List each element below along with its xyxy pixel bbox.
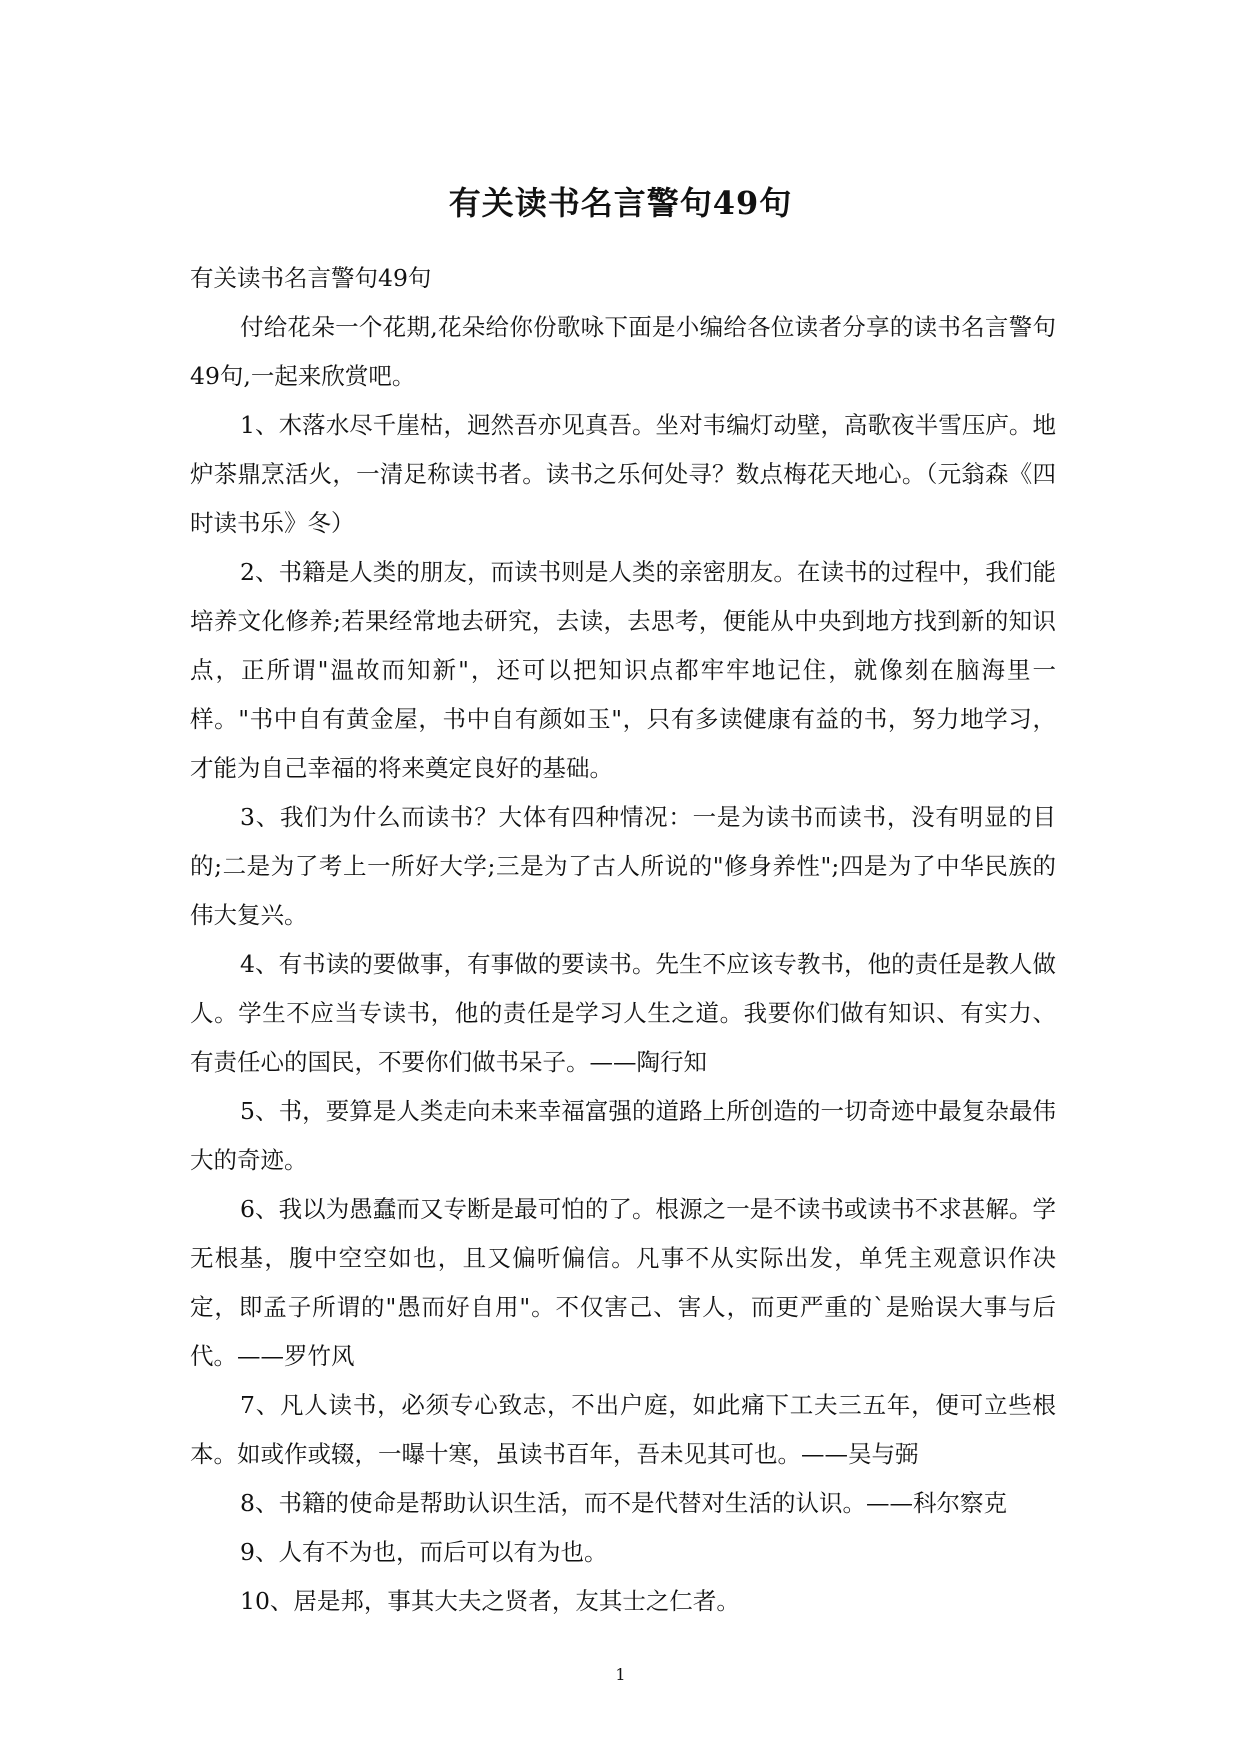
quote-paragraph-3: 3、我们为什么而读书？大体有四种情况：一是为读书而读书，没有明显的目的;二是为了考上一所好大学;三是为了古人所说的"修身养性";四是为了中华民族的伟大复兴。 [190, 803, 1056, 929]
quote-paragraph-7: 7、凡人读书，必须专心致志，不出户庭，如此痛下工夫三五年，便可立些根本。如或作或辍，一曝十寒，虽读书百年，吾未见其可也。——吴与弼 [190, 1391, 1056, 1468]
quote-paragraph-8: 8、书籍的使命是帮助认识生活，而不是代替对生活的认识。——科尔察克 [240, 1489, 1007, 1517]
document-subtitle: 有关读书名言警句49句 [190, 264, 432, 292]
quote-paragraph-10: 10、居是邦，事其大夫之贤者，友其士之仁者。 [240, 1587, 740, 1615]
quote-paragraph-9: 9、人有不为也，而后可以有为也。 [240, 1538, 608, 1566]
page-number: 1 [615, 1665, 626, 1684]
quote-paragraph-2: 2、书籍是人类的朋友，而读书则是人类的亲密朋友。在读书的过程中，我们能培养文化修养;若果经常地去研究，去读，去思考，便能从中央到地方找到新的知识点，正所谓"温故而知新"，还可以把知识点都牢牢地记住，就像刻在脑海里一样。"书中自有黄金屋，书中自有颜如玉"，只有多读健康有益的书，努力地学习，才能为自己幸福的将来奠定良好的基础。 [190, 558, 1056, 782]
intro-paragraph: 付给花朵一个花期,花朵给你份歌咏下面是小编给各位读者分享的读书名言警句49句,一起来欣赏吧。 [190, 313, 1056, 390]
quote-paragraph-1: 1、木落水尽千崖枯，迥然吾亦见真吾。坐对韦编灯动壁，高歌夜半雪压庐。地炉茶鼎烹活火，一清足称读书者。读书之乐何处寻？数点梅花天地心。（元翁森《四时读书乐》冬） [190, 411, 1056, 537]
quote-paragraph-6: 6、我以为愚蠢而又专断是最可怕的了。根源之一是不读书或读书不求甚解。学无根基，腹中空空如也，且又偏听偏信。凡事不从实际出发，单凭主观意识作决定，即孟子所谓的"愚而好自用"。不仅害己、害人，而更严重的`是贻误大事与后代。——罗竹风 [190, 1195, 1056, 1370]
document-body [190, 254, 1056, 1626]
document-title: 有关读书名言警句49句 [448, 184, 793, 222]
quote-paragraph-4: 4、有书读的要做事，有事做的要读书。先生不应该专教书，他的责任是教人做人。学生不应当专读书，他的责任是学习人生之道。我要你们做有知识、有实力、有责任心的国民，不要你们做书呆子。——陶行知 [190, 950, 1056, 1076]
quote-paragraph-5: 5、书，要算是人类走向未来幸福富强的道路上所创造的一切奇迹中最复杂最伟大的奇迹。 [190, 1097, 1056, 1174]
